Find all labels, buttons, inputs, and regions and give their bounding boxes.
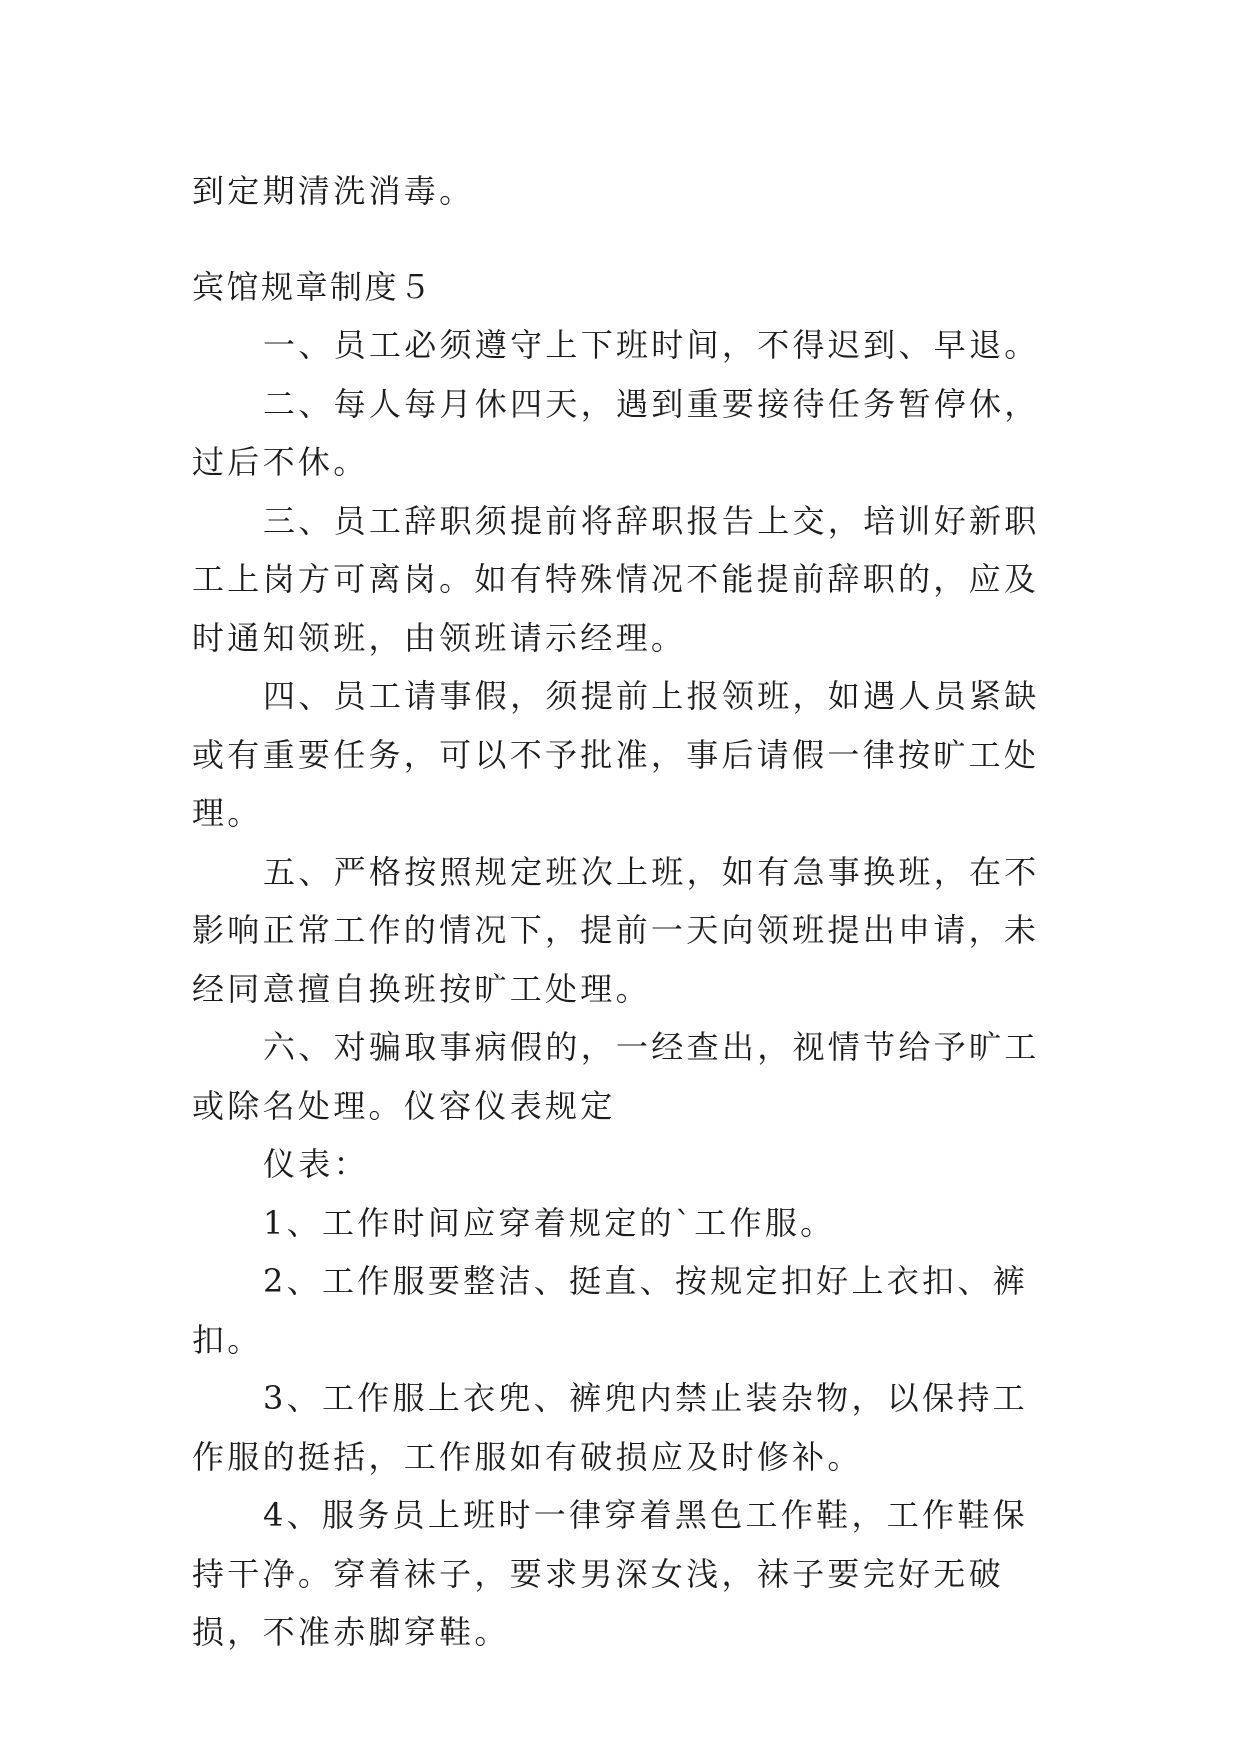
rule-paragraph-6: 六、对骗取事病假的，一经查出，视情节给予旷工或除名处理。仪容仪表规定	[192, 1028, 1040, 1125]
section-gap	[192, 221, 1052, 258]
rule-paragraph-3: 三、员工辞职须提前将辞职报告上交，培训好新职工上岗方可离岗。如有特殊情况不能提前辞职的，应及时通知领班，由领班请示经理。	[192, 501, 1040, 657]
appearance-item-2: 2、工作服要整洁、挺直、按规定扣好上衣扣、裤扣。	[192, 1262, 1028, 1359]
appearance-heading: 仪表：	[263, 1145, 369, 1183]
appearance-item-3: 3、工作服上衣兜、裤兜内禁止装杂物，以保持工作服的挺括，工作服如有破损应及时修补。	[192, 1379, 1028, 1476]
rule-paragraph-5: 五、严格按照规定班次上班，如有急事换班，在不影响正常工作的情况下，提前一天向领班提出申请，未经同意擅自换班按旷工处理。	[192, 852, 1040, 1008]
rule-paragraph-1: 一、员工必须遵守上下班时间，不得迟到、早退。	[263, 326, 1040, 364]
appearance-item-1: 1、工作时间应穿着规定的`工作服。	[263, 1203, 836, 1242]
section-title: 宾馆规章制度５	[192, 267, 434, 306]
appearance-item-4: 4、服务员上班时一律穿着黑色工作鞋，工作鞋保持干净。穿着袜子，要求男深女浅，袜子要完好无破损，不准赤脚穿鞋。	[192, 1496, 1028, 1651]
continuation-paragraph: 到定期清洗消毒。	[192, 172, 475, 210]
document-body	[192, 162, 1052, 1662]
rule-paragraph-4: 四、员工请事假，须提前上报领班，如遇人员紧缺或有重要任务，可以不予批准，事后请假一律按旷工处理。	[192, 677, 1040, 832]
rule-paragraph-2: 二、每人每月休四天，遇到重要接待任务暂停休，过后不休。	[192, 384, 1040, 481]
